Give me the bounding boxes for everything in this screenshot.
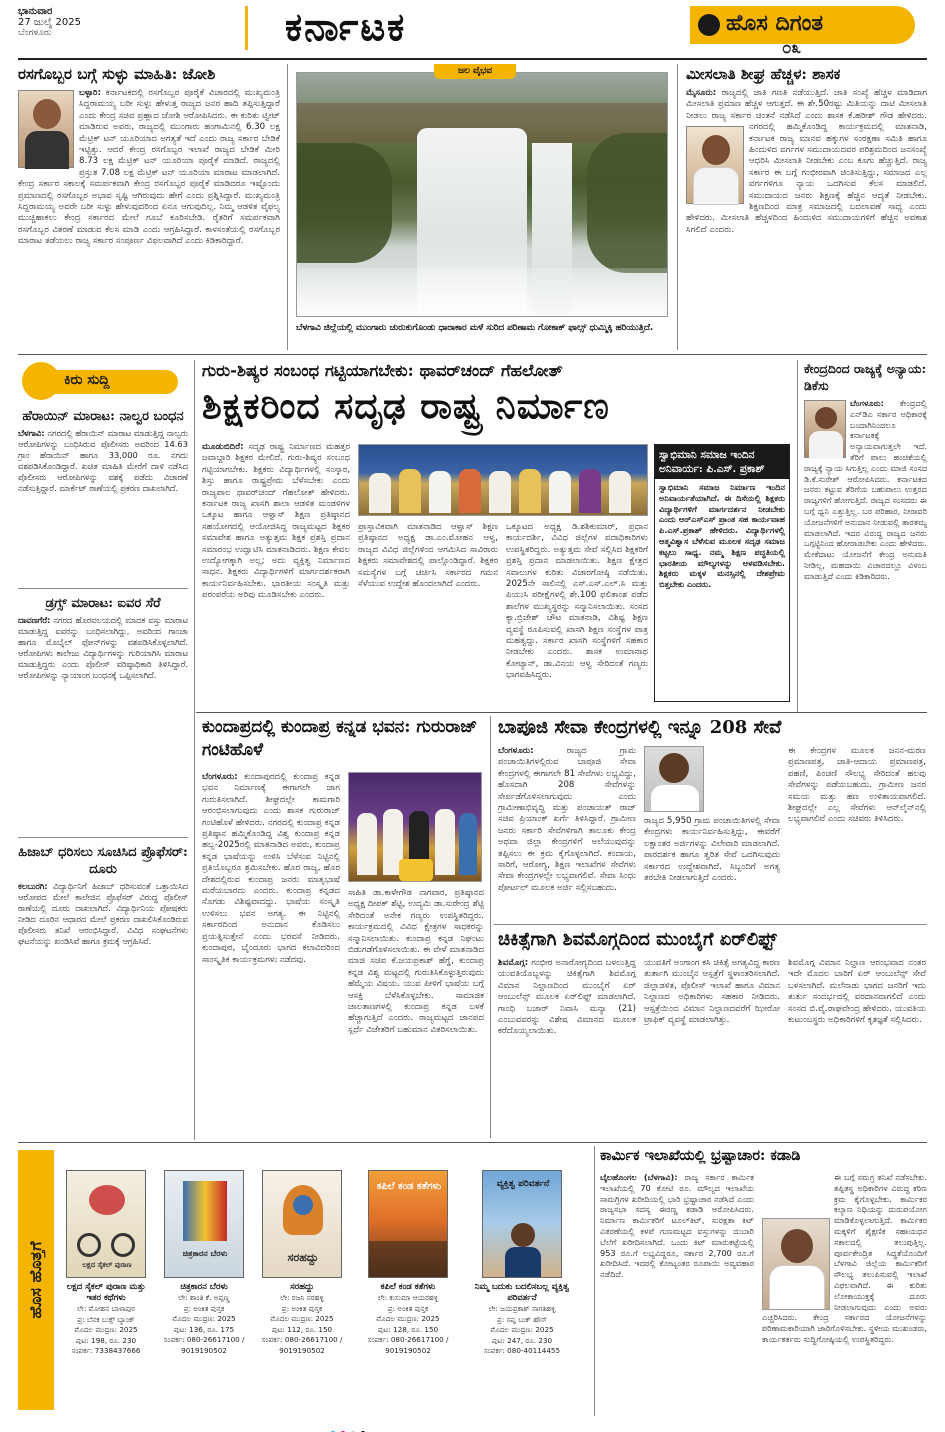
- divider: [494, 924, 927, 925]
- divider: [194, 360, 195, 1140]
- book-publisher: ಪ್ರ: ಬೆನಕ ಬುಕ್ಸ್ ಬ್ಯಾಂಕ್: [77, 1314, 135, 1324]
- story-fertilizer: [18, 64, 280, 348]
- story-central-injustice-p2: ಕರ್ನಾಟಕದ ಜನರು ಕಟ್ಟುವ ತೆರಿಗೆಯ ಬಹುಪಾಲು ಉತ್ತರದ ರಾಜ್ಯಗಳಿಗೆ ಹೋಗುತ್ತಿದೆ. ರಾಜ್ಯದ ಸಂಸದರು ಈ ಬಗ್ಗೆ ಧ್ವನಿ ಎತ್ತುತ್ತಿಲ್ಲ. ಬರ ಪರಿಹಾರ, ನೀರಾವರಿ ಯೋಜನೆಗಳಿಗೆ ಅನುದಾನ ನೀಡುವಲ್ಲಿ ತಾರತಮ್ಯ ಮಾಡಲಾಗಿದೆ. ಇದರ ವಿರುದ್ಧ ರಾಜ್ಯದ ಜನರು ಒಗ್ಗಟ್ಟಿನಿಂದ ಹೋರಾಡಬೇಕು ಎಂದು ಹೇಳಿದರು. ಮೇಕೆದಾಟು ಯೋಜನೆಗೆ ಕೇಂದ್ರ ಅನುಮತಿ ನೀಡಿಲ್ಲ, ಮಹದಾಯಿ ವಿಚಾರದಲ್ಲೂ ವಿಳಂಬ ಮಾಡುತ್ತಿದೆ ಎಂದು ಕಿಡಿಕಾರಿದರು.: [804, 473, 927, 581]
- story-labour-corruption: [600, 1146, 927, 1416]
- brief-1-body: [18, 428, 188, 580]
- book-contact: ಸಂಪರ್ಕ: 080-40114455: [483, 1346, 561, 1355]
- book-cover: [164, 1170, 244, 1278]
- lead-photo-award-ceremony: [358, 444, 648, 516]
- issue-date: 27 ಜುಲೈ 2025: [18, 17, 81, 28]
- story-airlift: [498, 928, 927, 1138]
- photo-caption: ಬೆಳಗಾವಿ ಜಿಲ್ಲೆಯಲ್ಲಿ ಮುಂಗಾರು ಚುರುಕುಗೊಂಡು ಧಾರಾಕಾರ ಮಳೆ ಸುರಿದ ಪರಿಣಾಮ ಗೋಕಾಕ್ ಫಾಲ್ಸ್ ಧುಮ್ಮಿಕ್ಕಿ ಹರಿಯುತ್ತಿದೆ.: [296, 323, 654, 333]
- story-central-injustice-dateline: ಬೆಂಗಳೂರು:: [850, 398, 884, 408]
- lead-p6: 2025ನೇ ಸಾಲಿನಲ್ಲಿ ಎಸ್.ಎಸ್.ಎಲ್.ಸಿ ಮತ್ತು ಪಿಯುಸಿ ಪರೀಕ್ಷೆಗಳಲ್ಲಿ ಶೇ.100 ಫಲಿತಾಂಶ ಪಡೆದ ಶಾಲೆಗಳ ಮುಖ್ಯಸ್ಥರನ್ನು ಸನ್ಮಾನಿಸಲಾಯಿತು. ಸಂಸದ ಕ್ಯಾ.ಬ್ರಿಜೇಶ್ ಚೌಟ ಮಾತನಾಡಿ, ವಿಶಿಷ್ಟ ಶಿಕ್ಷಣ ವ್ಯವಸ್ಥೆ ರೂಪಿಸುವಲ್ಲಿ ಖಾಸಗಿ ಶಿಕ್ಷಣ ಸಂಸ್ಥೆಗಳ ಪಾತ್ರ ಮಹತ್ವದ್ದು. ಸರ್ಕಾರ ಖಾಸಗಿ ಸಂಸ್ಥೆಗಳಿಗೆ ಸಹಕಾರ ನೀಡಬೇಕು ಎಂದರು. ಶಾಸಕ ಉಮಾನಾಥ ಕೋಟ್ಯಾನ್, ಡಾ.ವಿನಯ ಆಳ್ವ ಸೇರಿದಂತೆ ಗಣ್ಯರು ಭಾಗವಹಿಸಿದ್ದರು.: [506, 579, 648, 681]
- brief-3-dateline: ಕಲಬುರಗಿ:: [18, 881, 48, 891]
- book-edition: ಮೊದಲ ಮುದ್ರಣ: 2025: [490, 1325, 554, 1334]
- story-central-injustice-p1: ಕೇಂದ್ರದಲ್ಲಿ ಎನ್‌ಡಿಎ ಸರ್ಕಾರ ಅಧಿಕಾರಕ್ಕೆ ಬಂದಾಗಿನಿಂದಲೂ ಕರ್ನಾಟಕಕ್ಕೆ ಅನ್ಯಾಯವಾಗುತ್ತಲೇ ಇದೆ. ತೆರಿಗೆ ಪಾಲು ಹಂಚಿಕೆಯಲ್ಲಿ ರಾಜ್ಯಕ್ಕೆ ನ್ಯಾಯ ಸಿಗುತ್ತಿಲ್ಲ ಎಂದು ಮಾಜಿ ಸಂಸದ ಡಿ.ಕೆ.ಸುರೇಶ್ ಆರೋಪಿಸಿದರು.: [804, 398, 927, 484]
- book-cover: [66, 1170, 146, 1278]
- lead-p4: ಪ್ರಾಸ್ತಾವಿಕವಾಗಿ ಮಾತನಾಡಿದ ಆಳ್ವಾಸ್ ಶಿಕ್ಷಣ ಪ್ರತಿಷ್ಠಾನದ ಅಧ್ಯಕ್ಷ ಡಾ.ಎಂ.ಮೋಹನ ಆಳ್ವ, ರಾಜ್ಯದ ವಿವಿಧ ಜಿಲ್ಲೆಗಳಿಂದ ಆಗಮಿಸಿದ ಸಾವಿರಾರು ಶಿಕ್ಷಕರು ಸಮಾವೇಶದಲ್ಲಿ ಪಾಲ್ಗೊಂಡಿದ್ದಾರೆ. ಶಿಕ್ಷಕರ ಸಮಸ್ಯೆಗಳ ಬಗ್ಗೆ ಚರ್ಚಿಸಿ ಸರ್ಕಾರದ ಗಮನ ಸೆಳೆಯುವ ಉದ್ದೇಶ ಹೊಂದಲಾಗಿದೆ ಎಂದರು.: [358, 522, 498, 590]
- story-kundapra-p2: ನಗರದಲ್ಲಿ ಕುಂದಾಪ್ರ ಕನ್ನಡ ಪ್ರತಿಷ್ಠಾನ ಹಮ್ಮಿಕೊಂಡಿದ್ದ ವಿಶ್ವ ಕುಂದಾಪ್ರ ಕನ್ನಡ ಹಬ್ಬ-2025ರಲ್ಲಿ ಮಾತನಾಡಿದ ಅವರು, ಕುಂದಾಪ್ರ ಕನ್ನಡ ಭಾಷೆಯನ್ನು ಉಳಿಸಿ ಬೆಳೆಸುವ ನಿಟ್ಟಿನಲ್ಲಿ ಪ್ರತಿಯೊಬ್ಬರೂ ಶ್ರಮಿಸಬೇಕು. ಹೊರ ರಾಜ್ಯ, ಹೊರ ದೇಶದಲ್ಲಿರುವ ಕುಂದಾಪ್ರ ಜನರು ಮಾತೃಭಾಷೆ ಮರೆಯಬಾರದು ಎಂದರು.: [202, 817, 340, 897]
- book-card: [256, 1170, 348, 1356]
- author-photo-joshi: [18, 90, 74, 168]
- story-kundapra-p5: ಈ ವೇಳೆ ಮಾತನಾಡಿದ ಮಾಜಿ ಸಚಿವ ಕೆ.ಜಯಪ್ರಕಾಶ್ ಹೆಗ್ಡೆ, ಕುಂದಾಪ್ರ ಕನ್ನಡ ವಿಶ್ವ ಮಟ್ಟದಲ್ಲಿ ಗುರುತಿಸಿಕೊಳ್ಳುತ್ತಿರುವುದು ಹೆಮ್ಮೆಯ ವಿಷಯ. ಯುವ ಪೀಳಿಗೆ ಭಾಷೆಯ ಬಗ್ಗೆ ಆಸಕ್ತಿ ಬೆಳೆಸಿಕೊಳ್ಳಬೇಕು. ಸಾಮಾಜಿಕ ಜಾಲತಾಣಗಳಲ್ಲಿ ಕುಂದಾಪ್ರ ಕನ್ನಡ ಬಳಕೆ ಹೆಚ್ಚಾಗುತ್ತಿದೆ ಎಂದರು. ರಾಜ್ಯಮಟ್ಟದ ಜಾನಪದ ಸ್ಪರ್ಧೆ ವಿಜೇತರಿಗೆ ಬಹುಮಾನ ವಿತರಿಸಲಾಯಿತು.: [348, 945, 484, 1035]
- bapuji-col-3: [788, 746, 926, 922]
- story-kundapra: [202, 716, 484, 1136]
- book-publisher: ಪ್ರ: ಅಂಕಿತ ಪುಸ್ತಕ: [183, 1303, 225, 1313]
- sidebar-box-body: ಸ್ವಾಭಿಮಾನಿ ಸಮಾಜ ನಿರ್ಮಾಣ ಇಂದಿನ ಅನಿವಾರ್ಯತೆಯಾಗಿದೆ. ಈ ದಿಸೆಯಲ್ಲಿ ಶಿಕ್ಷಕರು ವಿದ್ಯಾರ್ಥಿಗಳಿಗೆ ಮಾರ್ಗದರ್ಶನ ನೀಡಬೇಕು ಎಂದು ಆರ್‌ಎಸ್‌ಎಸ್ ಪ್ರಾಂತ ಸಹ ಕಾರ್ಯವಾಹ ಪಿ.ಎಸ್.ಪ್ರಕಾಶ್ ಹೇಳಿದರು. ವಿದ್ಯಾರ್ಥಿಗಳಲ್ಲಿ ಆತ್ಮವಿಶ್ವಾಸ ಬೆಳೆಸುವ ಮೂಲಕ ಸದೃಢ ಸಮಾಜ ಕಟ್ಟಲು ಸಾಧ್ಯ. ನಮ್ಮ ಶಿಕ್ಷಣ ಪದ್ಧತಿಯಲ್ಲಿ ಭಾರತೀಯ ಮೌಲ್ಯಗಳನ್ನು ಅಳವಡಿಸಬೇಕು. ಶಿಕ್ಷಕರು ಮಕ್ಕಳ ಮನಸ್ಸಿನಲ್ಲಿ ದೇಶಪ್ರೇಮ ಬಿತ್ತಬೇಕು ಎಂದರು.: [659, 482, 785, 590]
- kundapra-col-1: [202, 772, 340, 1134]
- lead-p5: ಒಕ್ಕೂಟದ ಅಧ್ಯಕ್ಷ ಡಿ.ಶಶಿಕುಮಾರ್, ಪ್ರಧಾನ ಕಾರ್ಯದರ್ಶಿ, ವಿವಿಧ ಜಿಲ್ಲೆಗಳ ಪದಾಧಿಕಾರಿಗಳು ಉಪಸ್ಥಿತರಿದ್ದರು. ಅತ್ಯುತ್ತಮ ಸೇವೆ ಸಲ್ಲಿಸಿದ ಶಿಕ್ಷಕರಿಗೆ ಪ್ರಶಸ್ತಿ ಪ್ರದಾನ ಮಾಡಲಾಯಿತು. ಶಿಕ್ಷಣ ಕ್ಷೇತ್ರದ ಸವಾಲುಗಳ ಕುರಿತು ವಿಚಾರಗೋಷ್ಠಿ ನಡೆಯಿತು.: [506, 522, 648, 578]
- brief-1-dateline: ಬೆಳಗಾವಿ:: [18, 428, 45, 438]
- story-labour-corruption-p4: ಪೂರ್ವಕೇಂದ್ರಿತ ಸಿದ್ಧತೆಯೊಂದಿಗೆ ಬೆಳಗಾವಿ ಜಿಲ್ಲೆಯ ಕಾರ್ಮಿಕರಿಗೆ ಸೌಲಭ್ಯ ತಲುಪಿಸುವಲ್ಲಿ ಇಲಾಖೆ ವಿಫಲವಾಗಿದೆ. ಈ ಕುರಿತು ಲೋಕಾಯುಕ್ತಕ್ಕೆ ದೂರು ನೀಡಲಾಗುವುದು ಎಂದು ಅವರು ಎಚ್ಚರಿಸಿದರು. ಕೇಂದ್ರ ಸರ್ಕಾರದ ಯೋಜನೆಗಳನ್ನು ಪರಿಣಾಮಕಾರಿಯಾಗಿ ಜಾರಿಗೊಳಿಸಬೇಕು. ಸ್ಥಳೀಯ ಮುಖಂಡರು, ಕಾರ್ಯಕರ್ತರು ಸುದ್ದಿಗೋಷ್ಠಿಯಲ್ಲಿ ಉಪಸ್ಥಿತರಿದ್ದರು.: [762, 1247, 927, 1344]
- book-publisher: ಪ್ರ: ಅಂಕಿತ ಪುಸ್ತಕ: [387, 1303, 429, 1313]
- story-fertilizer-p3: ರಾಜ್ಯದಲ್ಲಿ ಪ್ರಸ್ತುತ 7.08 ಲಕ್ಷ ಮೆಟ್ರಿಕ್ ಟನ್ ಯೂರಿಯಾ ಮಾರಾಟ ಮಾಡಲಾಗಿದೆ. ಕೇಂದ್ರ ಸರ್ಕಾರ ಸಕಾಲಕ್ಕೆ ಸಮರ್ಪಕವಾಗಿ ಕೇಂದ್ರ ರಸಗೊಬ್ಬರ ಪೂರೈಕೆ ಮಾಡಿದರೂ ಇಷ್ಟೊಂದು ಪ್ರಮಾಣದಲ್ಲಿ ರಸಗೊಬ್ಬರ ಅಭಾವ ಸೃಷ್ಟಿ ಆಗಿರುವುದು ಹೇಗೆ ಎಂದು ಪ್ರಶ್ನಿಸಿದ್ದಾರೆ.: [18, 156, 280, 201]
- book-card: [60, 1170, 152, 1357]
- story-fertilizer-p2: ಈ ಕುರಿತು ಟ್ವೀಟ್ ಮಾಡಿರುವ ಅವರು, ರಾಜ್ಯದಲ್ಲಿ ಮುಂಗಾರು ಹಂಗಾಮಿನಲ್ಲಿ 6.30 ಲಕ್ಷ ಮೆಟ್ರಿಕ್ ಟನ್ ಯೂರಿಯಾದ ಅಗತ್ಯತೆ ಇದೆ ಎಂದು ರಾಜ್ಯ ಸರ್ಕಾರ ಬೇಡಿಕೆ ಇಟ್ಟಿತ್ತು. ಆದರೆ ಕೇಂದ್ರ ರಸಗೊಬ್ಬರ ಇಲಾಖೆ ರಾಜ್ಯದ ಬೇಡಿಕೆ ಮೀರಿ 8.73 ಲಕ್ಷ ಮೆಟ್ರಿಕ್ ಟನ್ ಯೂರಿಯಾ ಪೂರೈಕೆ ಮಾಡಿದೆ.: [79, 110, 280, 167]
- book-title: ಸರಹದ್ದು: [290, 1282, 314, 1292]
- lead-story: [202, 360, 792, 710]
- brief-news-column: [18, 360, 188, 1138]
- section-title: ಕರ್ನಾಟಕ: [285, 4, 407, 49]
- book-publisher: ಪ್ರ: ಅಂಕಿತ ಪುಸ್ತಕ: [281, 1303, 323, 1313]
- brief-3-headline: ಹಿಜಾಬ್ ಧರಿಸಲು ಸೂಚಿಸಿದ ಪ್ರೊಫೆಸರ್: ದೂರು: [18, 837, 188, 878]
- airlift-col-1: [498, 958, 636, 1136]
- flame-logo-icon: [698, 14, 720, 36]
- issue-city: ಬೆಂಗಳೂರು: [18, 28, 52, 38]
- lead-col-1: [202, 442, 350, 704]
- story-bapuji: [498, 716, 927, 924]
- brief-2-dateline: ದಾವಣಗೆರೆ:: [18, 615, 51, 625]
- brief-2-text: ನಗರದ ಹೊರವಲಯದಲ್ಲಿ ಮಾದಕ ವಸ್ತು ಮಾರಾಟ ಮಾಡುತ್ತಿದ್ದ ಐವರನ್ನು ಬಂಧಿಸಲಾಗಿದ್ದು, ಅವರಿಂದ ಗಾಂಜಾ ಹಾಗೂ ಮೊಬೈಲ್ ಫೋನ್‌ಗಳನ್ನು ವಶಪಡಿಸಿಕೊಳ್ಳಲಾಗಿದೆ. ಆರೋಪಿಗಳು ಕಾಲೇಜು ವಿದ್ಯಾರ್ಥಿಗಳನ್ನು ಗುರಿಯಾಗಿಸಿ ಮಾರಾಟ ಮಾಡುತ್ತಿದ್ದರು ಎಂದು ಪೊಲೀಸ್ ವರಿಷ್ಠಾಧಿಕಾರಿ ತಿಳಿಸಿದ್ದಾರೆ. ಆರೋಪಿಗಳನ್ನು ನ್ಯಾಯಾಂಗ ಬಂಧನಕ್ಕೆ ಒಪ್ಪಿಸಲಾಗಿದೆ.: [18, 615, 188, 680]
- story-reservation-body: [686, 88, 927, 346]
- story-airlift-p1: ಗಂಭೀರ ಅನಾರೋಗ್ಯದಿಂದ ಬಳಲುತ್ತಿದ್ದ ಯುವತಿಯೊಬ್ಬಳನ್ನು ಚಿಕಿತ್ಸೆಗಾಗಿ ಶಿವಮೊಗ್ಗ ವಿಮಾನ ನಿಲ್ದಾಣದಿಂದ ಮುಂಬೈಗೆ ಏರ್ ಆಂಬುಲೆನ್ಸ್ ಮೂಲಕ ಏರ್‌ಲಿಫ್ಟ್ ಮಾಡಲಾಗಿದೆ. ಗಾಂಧಿ ಬಜಾರ್ ನಿವಾಸಿ ಮನ್ಯಾ (21) ಎಂಬುವವರನ್ನು ವಿಶೇಷ ವಿಮಾನದ ಮೂಲಕ ಕರೆದೊಯ್ಯಲಾಯಿತು.: [498, 958, 636, 1037]
- book-price: ಪುಟ: 128, ರೂ. 150: [377, 1324, 439, 1334]
- masthead: [0, 0, 945, 58]
- book-publisher: ಪ್ರ: ಸಪ್ನ ಬುಕ್ ಹೌಸ್: [496, 1314, 548, 1324]
- story-fertilizer-p4: ಮುಖ್ಯಮಂತ್ರಿ ಸಿದ್ದರಾಮಯ್ಯ ಅವರೇ ಬರೀ ಸುಳ್ಳು ಹೇಳುವುದರಿಂದ ಏನೂ ಆಗುವುದಿಲ್ಲ. ನಿಮ್ಮ ಆಡಳಿತ ವೈಫಲ್ಯ ಮುಚ್ಚಿಹಾಕಲು ಕೇಂದ್ರ ಸರ್ಕಾರದ ಮೇಲೆ ಗೂಬೆ ಕೂರಿಸಬೇಡಿ. ರೈತರಿಗೆ ಸಮರ್ಪಕವಾಗಿ ರಸಗೊಬ್ಬರ ವಿತರಣೆ ಮಾಡುವ ಕೆಲಸ ಮಾಡಿ ಎಂದು ಆಗ್ರಹಿಸಿದ್ದಾರೆ. ಕಾಳಸಂತೆಯಲ್ಲಿ ರಸಗೊಬ್ಬರ ಮಾರಾಟ ತಡೆಯಲು ರಾಜ್ಯ ಸರ್ಕಾರ ಸಂಪೂರ್ಣ ವಿಫಲವಾಗಿದೆ ಎಂದು ಕಿಡಿಕಾರಿದ್ದಾರೆ.: [18, 190, 280, 247]
- book-title: ಕಪಿಲೆ ಕಂಡ ಕತೆಗಳು: [380, 1282, 436, 1292]
- book-author: ಲೇ: ಮೋಹನ ಬಾಳಾಪುರ: [76, 1304, 136, 1313]
- brief-2-body: [18, 615, 188, 829]
- story-central-injustice-headline: ಕೇಂದ್ರದಿಂದ ರಾಜ್ಯಕ್ಕೆ ಅನ್ಯಾಯ: ಡಿಕೆಸು: [804, 361, 927, 393]
- lead-p3: ಶಿಕ್ಷಣ ಕೇವಲ ಉದ್ಯೋಗಕ್ಕಾಗಿ ಅಲ್ಲ; ಅದು ವ್ಯಕ್ತಿತ್ವ ನಿರ್ಮಾಣದ ಸಾಧನ. ಶಿಕ್ಷಕರು ವಿದ್ಯಾರ್ಥಿಗಳಿಗೆ ಮಾರ್ಗದರ್ಶಕರಾಗಿ ಕಾರ್ಯನಿರ್ವಹಿಸಬೇಕು. ಭಾರತೀಯ ಸಂಸ್ಕೃತಿ ಮತ್ತು ಪರಂಪರೆಯ ಅರಿವು ಮೂಡಿಸಬೇಕು ಎಂದರು.: [202, 544, 350, 601]
- kundapra-event-photo: [348, 772, 482, 882]
- brief-1-text: ನಗರದಲ್ಲಿ ಹೆರಾಯಿನ್ ಮಾರಾಟ ಮಾಡುತ್ತಿದ್ದ ನಾಲ್ವರು ಆರೋಪಿಗಳನ್ನು ಬಂಧಿಸಿರುವ ಪೊಲೀಸರು ಅವರಿಂದ 14.63 ಗ್ರಾಂ ಹೆರಾಯಿನ್ ಹಾಗೂ 33,000 ರೂ. ನಗದು ವಶಪಡಿಸಿಕೊಂಡಿದ್ದಾರೆ. ಖಚಿತ ಮಾಹಿತಿ ಮೇರೆಗೆ ದಾಳಿ ನಡೆಸಿದ ಪೊಲೀಸರು ಆರೋಪಿಗಳನ್ನು ವಶಕ್ಕೆ ಪಡೆದು ವಿಚಾರಣೆ ನಡೆಸುತ್ತಿದ್ದಾರೆ. ಮಾರ್ಕೆಟ್ ಠಾಣೆಯಲ್ಲಿ ಪ್ರಕರಣ ದಾಖಲಾಗಿದೆ.: [18, 428, 188, 493]
- story-kundapra-headline: ಕುಂದಾಪ್ರದಲ್ಲಿ ಕುಂದಾಪ್ರ ಕನ್ನಡ ಭವನ: ಗುರುರಾಜ್ ಗಂಟಿಹೊಳೆ: [202, 717, 478, 760]
- story-bapuji-headline: ಬಾಪೂಜಿ ಸೇವಾ ಕೇಂದ್ರಗಳಲ್ಲಿ ಇನ್ನೂ 208 ಸೇವೆ: [498, 717, 782, 738]
- page-number: ೦೩: [782, 38, 802, 58]
- story-labour-corruption-headline: ಕಾರ್ಮಿಕ ಇಲಾಖೆಯಲ್ಲಿ ಭ್ರಷ್ಟಾಚಾರ: ಕಡಾಡಿ: [600, 1147, 801, 1164]
- issue-day: ಭಾನುವಾರ: [18, 6, 53, 17]
- book-author: ಲೇ: ಜಯಪ್ರಕಾಶ್ ನಾಗತಿಹಳ್ಳಿ: [488, 1304, 556, 1313]
- lead-headline: ಶಿಕ್ಷಕರಿಂದ ಸದೃಢ ರಾಷ್ಟ್ರ ನಿರ್ಮಾಣ: [202, 385, 610, 427]
- divider: [196, 712, 927, 713]
- bapuji-col-2: [644, 816, 780, 922]
- divider: [797, 360, 798, 712]
- book-cover-title: ಚಿತ್ರಕಾರನ ಬೆರಳು: [182, 1249, 228, 1258]
- book-price: ಪುಟ: 247, ರೂ. 230: [491, 1335, 553, 1345]
- story-fertilizer-dateline: ಬಳ್ಳಾರಿ:: [79, 88, 102, 98]
- story-bapuji-dateline: ಬೆಂಗಳೂರು:: [498, 746, 534, 756]
- book-contact: ಸಂಪರ್ಕ: 080-26617100 / 9019190502: [261, 1335, 343, 1355]
- story-kundapra-p1: ಕುಂದಾಪುರದಲ್ಲಿ ಕುಂದಾಪ್ರ ಕನ್ನಡ ಭವನ ನಿರ್ಮಾಣಕ್ಕೆ ಈಗಾಗಲೇ ಜಾಗ ಗುರುತಿಸಲಾಗಿದೆ. ಶೀಘ್ರದಲ್ಲೇ ಕಾಮಗಾರಿ ಆರಂಭಿಸಲಾಗುವುದು ಎಂದು ಶಾಸಕ ಗುರುರಾಜ್ ಗಂಟಿಹೊಳೆ ಹೇಳಿದರು.: [202, 772, 340, 828]
- book-edition: ಮೊದಲ ಮುದ್ರಣ: 2025: [270, 1314, 334, 1323]
- masthead-left-block: [18, 6, 248, 50]
- story-airlift-p3: ಶಿವಮೊಗ್ಗ ವಿಮಾನ ನಿಲ್ದಾಣ ಆರಂಭವಾದ ನಂತರ ಇದೇ ಮೊದಲ ಬಾರಿಗೆ ಏರ್ ಆಂಬುಲೆನ್ಸ್ ಸೇವೆ ಬಳಸಲಾಗಿದೆ. ಮಲೆನಾಡು ಭಾಗದ ಜನರಿಗೆ ಇದು ತುರ್ತು ಸಂದರ್ಭದಲ್ಲಿ ವರದಾನವಾಗಲಿದೆ ಎಂದು ಸಂಸದ ಬಿ.ವೈ.ರಾಘವೇಂದ್ರ ಹೇಳಿದರು. ಯುವತಿಯ ಕುಟುಂಬಸ್ಥರು ಅಧಿಕಾರಿಗಳಿಗೆ ಕೃತಜ್ಞತೆ ಸಲ್ಲಿಸಿದರು.: [788, 958, 926, 1026]
- lead-col-3: [506, 522, 648, 704]
- story-reservation-p2: ನಗರದಲ್ಲಿ ಹಮ್ಮಿಕೊಂಡಿದ್ದ ಕಾರ್ಯಕ್ರಮದಲ್ಲಿ ಮಾತನಾಡಿ, ಕರ್ನಾಟಕ ರಾಜ್ಯ ಮಾನವ ಹಕ್ಕುಗಳ ಸಂರಕ್ಷಣಾ ಸಮಿತಿ ಹಾಗೂ ಹಿಂದುಳಿದ ವರ್ಗಗಳ ಸಮುದಾಯದವರ ಪರಿಶ್ರಮದಿಂದ ಜನಸಂಖ್ಯೆ ಆಧರಿಸಿ ಮೀಸಲಾತಿ ನೀಡಬೇಕು ಎಂಬ ಕೂಗು ಹೆಚ್ಚುತ್ತಿದೆ.: [749, 122, 927, 167]
- bapuji-col-1: [498, 746, 636, 922]
- story-fertilizer-body: [18, 88, 280, 346]
- photo-feature: [296, 64, 670, 350]
- lead-dateline: ಮೂಡುಬಿದಿರೆ:: [202, 442, 244, 452]
- story-kundapra-p3: ಕುಂದಾಪ್ರ ಕನ್ನಡದ ಸೊಗಡು ವಿಶಿಷ್ಟವಾದದ್ದು. ಭಾಷೆಯ ಸಂಸ್ಕೃತಿ ಉಳಿಸಲು ಭವನ ಅಗತ್ಯ. ಈ ನಿಟ್ಟಿನಲ್ಲಿ ಸರ್ಕಾರದಿಂದ ಅನುದಾನ ಕೊಡಿಸಲು ಪ್ರಯತ್ನಿಸುತ್ತೇನೆ ಎಂದು ಭರವಸೆ ನೀಡಿದರು. ಕುಂದಾಪುರ, ಬೈಂದೂರು ಭಾಗದ ಕಲಾವಿದರಿಂದ ಸಾಂಸ್ಕೃತಿಕ ಕಾರ್ಯಕ್ರಮಗಳು ನಡೆದವು.: [202, 886, 340, 965]
- brief-news-title: ಕಿರು ಸುದ್ದಿ: [64, 372, 110, 388]
- book-edition: ಮೊದಲ ಮುದ್ರಣ: 2025: [376, 1314, 440, 1323]
- brief-3-body: [18, 881, 188, 1097]
- story-bapuji-p3: ರಾಜ್ಯದ 5,950 ಗ್ರಾಮ ಪಂಚಾಯಿತಿಗಳಲ್ಲಿ ಸೇವಾ ಕೇಂದ್ರಗಳು ಕಾರ್ಯನಿರ್ವಹಿಸುತ್ತಿದ್ದು, ಈವರೆಗೆ ಲಕ್ಷಾಂತರ ಅರ್ಜಿಗಳನ್ನು ವಿಲೇವಾರಿ ಮಾಡಲಾಗಿದೆ. ಪಾರದರ್ಶಕ ಹಾಗೂ ತ್ವರಿತ ಸೇವೆ ಒದಗಿಸುವುದು ಸರ್ಕಾರದ ಉದ್ದೇಶವಾಗಿದೆ. ಸಿಬ್ಬಂದಿಗೆ ಅಗತ್ಯ ತರಬೇತಿ ನೀಡಲಾಗುತ್ತಿದೆ ಎಂದರು.: [644, 816, 780, 884]
- paper-brand: [690, 6, 915, 44]
- waterfall-image: [296, 72, 668, 317]
- story-labour-corruption-p1: ರಾಜ್ಯ ಸರ್ಕಾರ ಕಾರ್ಮಿಕ ಇಲಾಖೆಯಲ್ಲಿ 70 ಕೋಟಿ ರೂ. ಮೌಲ್ಯದ ಇಲಾಖೆಯ ಸಾಮಗ್ರಿಗಳ ಖರೀದಿಯಲ್ಲಿ ಭಾರಿ ಭ್ರಷ್ಟಾಚಾರ ನಡೆಸಿದೆ ಎಂದು ರಾಜ್ಯಸಭಾ ಸದಸ್ಯ ಈರಣ್ಣ ಕಡಾಡಿ ಆರೋಪಿಸಿದರು.: [600, 1172, 754, 1215]
- divider: [490, 716, 491, 1138]
- book-cover-title: ಕಪಿಲೆ ಕಂಡ ಕತೆಗಳು: [376, 1181, 442, 1192]
- airlift-col-3: [788, 958, 926, 1136]
- book-price: ಪುಟ: 136, ರೂ. 175: [173, 1324, 235, 1334]
- story-bapuji-p4: ಈ ಕೇಂದ್ರಗಳ ಮೂಲಕ ಜನನ-ಮರಣ ಪ್ರಮಾಣಪತ್ರ, ಜಾತಿ-ಆದಾಯ ಪ್ರಮಾಣಪತ್ರ, ಪಹಣಿ, ಪಿಂಚಣಿ ಸೌಲಭ್ಯ ಸೇರಿದಂತೆ ಹಲವು ಸೇವೆಗಳನ್ನು ಪಡೆಯಬಹುದು. ಗ್ರಾಮೀಣ ಜನರ ಸಮಯ ಮತ್ತು ಹಣ ಉಳಿತಾಯವಾಗಲಿದೆ. ಶೀಘ್ರದಲ್ಲೇ ಎಲ್ಲ ಸೇವೆಗಳು ಆನ್‌ಲೈನ್‌ನಲ್ಲಿ ಲಭ್ಯವಾಗಲಿವೆ ಎಂದು ಸಚಿವರು ತಿಳಿಸಿದರು.: [788, 746, 926, 825]
- story-fertilizer-p1: ಕರ್ನಾಟಕದಲ್ಲಿ ರಸಗೊಬ್ಬರ ಪೂರೈಕೆ ವಿಚಾರದಲ್ಲಿ ಮುಖ್ಯಮಂತ್ರಿ ಸಿದ್ದರಾಮಯ್ಯ ಬರೀ ಸುಳ್ಳು ಹೇಳುತ್ತ ರಾಜ್ಯದ ಜನರ ಹಾದಿ ತಪ್ಪಿಸುತ್ತಿದ್ದಾರೆ ಎಂದು ಕೇಂದ್ರ ಸಚಿವ ಪ್ರಹ್ಲಾದ ಜೋಶಿ ಆರೋಪಿಸಿದರು.: [79, 88, 280, 121]
- book-price: ಪುಟ: 198, ರೂ. 230: [75, 1335, 137, 1345]
- new-books-label-text: ಹೊಸ ಹೊತ್ತಗೆ: [26, 1241, 45, 1319]
- divider: [18, 1142, 927, 1143]
- book-cover-title: ವ್ಯಕ್ತಿತ್ವ ಪರಿವರ್ತನೆ: [496, 1179, 550, 1189]
- story-labour-corruption-dateline: ಬೈಲಹೊಂಗಲ (ಬೆಳಗಾವಿ):: [600, 1172, 678, 1182]
- book-card: [362, 1170, 454, 1356]
- new-books-label: [18, 1150, 54, 1410]
- story-labour-corruption-p3: ಈ ಬಗ್ಗೆ ಸಮಗ್ರ ತನಿಖೆ ನಡೆಸಬೇಕು. ತಪ್ಪಿತಸ್ಥ ಅಧಿಕಾರಿಗಳ ವಿರುದ್ಧ ಕಠಿಣ ಕ್ರಮ ಕೈಗೊಳ್ಳಬೇಕು. ಕಾರ್ಮಿಕರ ಕಲ್ಯಾಣ ನಿಧಿಯನ್ನು ದುರುಪಯೋಗ ಮಾಡಿಕೊಳ್ಳಲಾಗುತ್ತಿದೆ. ಕಾರ್ಮಿಕರ ಮಕ್ಕಳಿಗೆ ಶೈಕ್ಷಣಿಕ ಸಹಾಯಧನ ಸಕಾಲದಲ್ಲಿ ತಲುಪುತ್ತಿಲ್ಲ.: [834, 1172, 927, 1247]
- book-contact: ಸಂಪರ್ಕ: 7338437666: [71, 1346, 141, 1355]
- story-reservation-headline: ಮೀಸಲಾತಿ ಶೀಘ್ರ ಹೆಚ್ಚಳ: ಶಾಸಕ: [686, 65, 841, 83]
- story-reservation: [686, 64, 927, 348]
- book-card: [466, 1170, 578, 1357]
- book-cover: [482, 1170, 562, 1278]
- book-edition: ಮೊದಲ ಮುದ್ರಣ: 2025: [74, 1325, 138, 1334]
- story-reservation-p1: ರಾಜ್ಯದಲ್ಲಿ ಜಾತಿ ಗಣತಿ ನಡೆಯುತ್ತಿದೆ. ಜಾತಿ ಸಂಖ್ಯೆ ಹೆಚ್ಚಳ ಮಾಡಿದಾಗ ಮೀಸಲಾತಿ ಪ್ರಮಾಣ ಹೆಚ್ಚಳ ಆಗುತ್ತದೆ. ಈ ಶೇ.50ರಷ್ಟು ಮಿತಿಯನ್ನು ದಾಟಿ ಮೀಸಲಾತಿ ನೀಡಲು ರಾಜ್ಯ ಸರ್ಕಾರ ಚಿಂತನೆ ನಡೆಸಿದೆ ಎಂದು ಶಾಸಕ ಕೆ.ಹರೀಶ್ ಗೌಡ ಹೇಳಿದರು.: [686, 88, 927, 121]
- story-airlift-headline: ಚಿಕಿತ್ಸೆಗಾಗಿ ಶಿವಮೊಗ್ಗದಿಂದ ಮುಂಬೈಗೆ ಏರ್‌ಲಿಫ್ಟ್: [498, 929, 777, 950]
- book-contact: ಸಂಪರ್ಕ: 080-26617100 / 9019190502: [367, 1335, 449, 1355]
- story-kundapra-p4: ಸಾಹಿತಿ ಡಾ.ಕಾಳೇಗೌಡ ನಾಗವಾರ, ಪ್ರತಿಷ್ಠಾನದ ಅಧ್ಯಕ್ಷ ದೀಪಕ್ ಶೆಟ್ಟಿ, ಉದ್ಯಮಿ ಡಾ.ಸುರೇಂದ್ರ ಶೆಟ್ಟಿ ಸೇರಿದಂತೆ ಅನೇಕ ಗಣ್ಯರು ಉಪಸ್ಥಿತರಿದ್ದರು. ಕಾರ್ಯಕ್ರಮದಲ್ಲಿ ವಿವಿಧ ಕ್ಷೇತ್ರಗಳ ಸಾಧಕರನ್ನು ಸನ್ಮಾನಿಸಲಾಯಿತು. ಕುಂದಾಪ್ರ ಕನ್ನಡ ನಿಘಂಟು ಬಿಡುಗಡೆಗೊಳಿಸಲಾಯಿತು.: [348, 888, 484, 956]
- story-airlift-p2: ಯುವತಿಗೆ ಅಂಗಾಂಗ ಕಸಿ ಚಿಕಿತ್ಸೆ ಅಗತ್ಯವಿದ್ದ ಕಾರಣ ತುರ್ತಾಗಿ ಮುಂಬೈನ ಆಸ್ಪತ್ರೆಗೆ ಸ್ಥಳಾಂತರಿಸಲಾಗಿದೆ. ಜಿಲ್ಲಾಡಳಿತ, ಪೊಲೀಸ್ ಇಲಾಖೆ ಹಾಗೂ ವಿಮಾನ ನಿಲ್ದಾಣದ ಅಧಿಕಾರಿಗಳು ಸಹಕಾರ ನೀಡಿದರು. ಆಸ್ಪತ್ರೆಯಿಂದ ವಿಮಾನ ನಿಲ್ದಾಣದವರೆಗೆ ಝೀರೋ ಟ್ರಾಫಿಕ್ ವ್ಯವಸ್ಥೆ ಮಾಡಲಾಗಿತ್ತು.: [644, 958, 780, 1026]
- corruption-col-1: [600, 1172, 754, 1414]
- story-fertilizer-headline: ರಸಗೊಬ್ಬರ ಬಗ್ಗೆ ಸುಳ್ಳು ಮಾಹಿತಿ: ಜೋಶಿ: [18, 65, 216, 83]
- author-photo-mla: [686, 126, 744, 204]
- story-kundapra-dateline: ಬೆಂಗಳೂರು:: [202, 772, 238, 782]
- story-central-injustice: [804, 360, 927, 710]
- story-bapuji-p1: ರಾಜ್ಯದ ಗ್ರಾಮ ಪಂಚಾಯಿತಿಗಳಲ್ಲಿರುವ ಬಾಪೂಜಿ ಸೇವಾ ಕೇಂದ್ರಗಳಲ್ಲಿ ಈಗಾಗಲೇ 81 ಸೇವೆಗಳು ಲಭ್ಯವಿದ್ದು, ಹೊಸದಾಗಿ 208 ಸೇವೆಗಳನ್ನು ಸೇರ್ಪಡೆಗೊಳಿಸಲಾಗುವುದು ಎಂದು ಗ್ರಾಮೀಣಾಭಿವೃದ್ಧಿ ಮತ್ತು ಪಂಚಾಯತ್ ರಾಜ್ ಸಚಿವ ಪ್ರಿಯಾಂಕ್ ಖರ್ಗೆ ತಿಳಿಸಿದ್ದಾರೆ.: [498, 746, 636, 825]
- story-reservation-p3: ರಾಜ್ಯ ಸರ್ಕಾರ ಈ ಬಗ್ಗೆ ಗಂಭೀರವಾಗಿ ಚಿಂತಿಸುತ್ತಿದ್ದು, ಸಮಾಜದ ಎಲ್ಲ ವರ್ಗಗಳಿಗೂ ನ್ಯಾಯ ಒದಗಿಸುವ ಕೆಲಸ ಮಾಡಲಿದೆ. ಸಮುದಾಯದ ಜನರು ಶಿಕ್ಷಣಕ್ಕೆ ಹೆಚ್ಚಿನ ಆದ್ಯತೆ ನೀಡಬೇಕು. ಶಿಕ್ಷಣದಿಂದ ಮಾತ್ರ ಸಮಾಜದಲ್ಲಿ ಬದಲಾವಣೆ ಸಾಧ್ಯ ಎಂದು ಹೇಳಿದರು. ಮೀಸಲಾತಿ ಹೆಚ್ಚಳದಿಂದ ಹಿಂದುಳಿದ ಸಮುದಾಯಗಳಿಗೆ ಹೆಚ್ಚಿನ ಅವಕಾಶ ಸಿಗಲಿದೆ ಎಂದರು.: [686, 156, 927, 235]
- story-labour-corruption-p2: ನಿರ್ಮಾಣ ಕಾರ್ಮಿಕರಿಗೆ ಟೂಲ್‌ಕಿಟ್, ಸುರಕ್ಷತಾ ಕಿಟ್ ವಿತರಣೆಯಲ್ಲಿ ಕಳಪೆ ಗುಣಮಟ್ಟದ ವಸ್ತುಗಳನ್ನು ದುಬಾರಿ ಬೆಲೆಗೆ ಖರೀದಿಸಲಾಗಿದೆ. ಒಂದು ಕಿಟ್ ಮಾರುಕಟ್ಟೆಯಲ್ಲಿ 953 ರೂ.ಗೆ ಲಭ್ಯವಿದ್ದರೂ, ಸರ್ಕಾರ 2,700 ರೂ.ಗೆ ಖರೀದಿಸಿದೆ. ಇದರಲ್ಲಿ ಕೋಟ್ಯಂತರ ರೂಪಾಯಿ ಅವ್ಯವಹಾರ ನಡೆದಿದೆ.: [600, 1215, 754, 1280]
- kundapra-col-2: [348, 888, 484, 1134]
- brief-1-headline: ಹೆರಾಯಿನ್ ಮಾರಾಟ: ನಾಲ್ವರ ಬಂಧನ: [22, 409, 184, 424]
- photo-tag: ಜಲ ವೈಭವ: [434, 64, 516, 79]
- lead-col-2: [358, 522, 498, 704]
- brief-2-headline: ಡ್ರಗ್ಸ್ ಮಾರಾಟ: ಐವರ ಸೆರೆ: [18, 588, 188, 612]
- story-reservation-dateline: ಮೈಸೂರು:: [686, 88, 717, 98]
- book-edition: ಮೊದಲ ಮುದ್ರಣ: 2025: [172, 1314, 236, 1323]
- divider: [677, 64, 678, 350]
- book-title: ಚಿತ್ರಕಾರನ ಬೆರಳು: [180, 1282, 228, 1292]
- book-contact: ಸಂಪರ್ಕ: 080-26617100 / 9019190502: [163, 1335, 245, 1355]
- divider: [287, 64, 288, 350]
- story-central-injustice-body: [804, 398, 927, 706]
- author-photo-dk: [804, 400, 846, 458]
- story-bapuji-p2: ಗ್ರಾಮೀಣ ಜನರು ಸರ್ಕಾರಿ ಸೇವೆಗಳಿಗಾಗಿ ತಾಲೂಕು ಕೇಂದ್ರ ಅಥವಾ ಜಿಲ್ಲಾ ಕೇಂದ್ರಗಳಿಗೆ ಅಲೆಯುವುದನ್ನು ತಪ್ಪಿಸಲು ಈ ಕ್ರಮ ಕೈಗೊಳ್ಳಲಾಗಿದೆ. ಕಂದಾಯ, ಸಾರಿಗೆ, ಆರೋಗ್ಯ, ಶಿಕ್ಷಣ ಇಲಾಖೆಗಳ ಸೇವೆಗಳು ಸೇವಾ ಕೇಂದ್ರಗಳಲ್ಲೇ ಲಭ್ಯವಾಗಲಿವೆ. ಸೇವಾ ಸಿಂಧು ಪೋರ್ಟಲ್ ಮೂಲಕ ಅರ್ಜಿ ಸಲ್ಲಿಸಬಹುದು.: [498, 814, 636, 893]
- divider: [18, 354, 927, 355]
- brief-news-header: [18, 360, 188, 404]
- story-airlift-dateline: ಶಿವಮೊಗ್ಗ:: [498, 958, 529, 968]
- lead-p2: ಕರ್ನಾಟಕ ರಾಜ್ಯ ಖಾಸಗಿ ಶಾಲಾ ಆಡಳಿತ ಮಂಡಳಿಗಳ ಒಕ್ಕೂಟ ಹಾಗೂ ಆಳ್ವಾಸ್ ಶಿಕ್ಷಣ ಪ್ರತಿಷ್ಠಾನದ ಸಹಯೋಗದಲ್ಲಿ ಆಯೋಜಿಸಿದ್ದ ರಾಜ್ಯಮಟ್ಟದ ಶಿಕ್ಷಕರ ಸಮಾವೇಶ ಹಾಗೂ ಅತ್ಯುತ್ತಮ ಶಿಕ್ಷಕ ಪ್ರಶಸ್ತಿ ಪ್ರದಾನ ಸಮಾರಂಭ ಉದ್ಘಾಟಿಸಿ ಮಾತನಾಡಿದರು.: [202, 499, 350, 555]
- lead-kicker: ಗುರು-ಶಿಷ್ಯರ ಸಂಬಂಧ ಗಟ್ಟಿಯಾಗಬೇಕು: ಥಾವರ್‌ಚಂದ್ ಗೆಹಲೋತ್: [202, 361, 563, 380]
- airlift-col-2: [644, 958, 780, 1136]
- book-author: ಲೇ: ರಜನಿ ನರಹಳ್ಳಿ: [280, 1293, 324, 1302]
- brief-3-text: ವಿದ್ಯಾರ್ಥಿನಿಗೆ ಹಿಜಾಬ್ ಧರಿಸುವಂತೆ ಒತ್ತಾಯಿಸಿದ ಆರೋಪದ ಮೇಲೆ ಕಾಲೇಜಿನ ಪ್ರೊಫೆಸರ್ ವಿರುದ್ಧ ಪೊಲೀಸ್ ಠಾಣೆಯಲ್ಲಿ ದೂರು ದಾಖಲಾಗಿದೆ. ವಿದ್ಯಾರ್ಥಿನಿಯ ಪೋಷಕರು ನೀಡಿದ ದೂರಿನ ಆಧಾರದ ಮೇಲೆ ಪ್ರಕರಣ ದಾಖಲಿಸಿಕೊಂಡಿರುವ ಪೊಲೀಸರು ತನಿಖೆ ಆರಂಭಿಸಿದ್ದಾರೆ. ವಿವಿಧ ಸಂಘಟನೆಗಳು ಘಟನೆಯನ್ನು ಖಂಡಿಸಿವೆ ಹಾಗೂ ಕ್ರಮಕ್ಕೆ ಆಗ್ರಹಿಸಿವೆ.: [18, 881, 188, 946]
- book-author: ಲೇ: ಕುಸುಮಾ ಆಯರಹಳ್ಳಿ: [377, 1293, 439, 1302]
- book-title: ಲಕ್ಷದ ಸೈಕಲ್ ಪುರಾಣ ಮತ್ತು ಇತರ ಕಥೆಗಳು: [66, 1282, 146, 1303]
- paper-name: ಹೊಸ ದಿಗಂತ: [726, 10, 824, 36]
- book-title: ನಿಮ್ಮ ಬದುಕು ಬದಲಿಸಬಲ್ಲ ವ್ಯಕ್ತಿತ್ವ ಪರಿವರ್ತನೆ: [474, 1282, 570, 1303]
- book-cover: [262, 1170, 342, 1278]
- book-author: ಲೇ: ಶಾಂತಿ ಕೆ. ಅಪ್ಪಣ್ಣ: [178, 1293, 230, 1302]
- book-card: [158, 1170, 250, 1356]
- corruption-col-2: [762, 1172, 927, 1414]
- divider: [594, 1146, 595, 1416]
- book-price: ಪುಟ: 112, ರೂ. 150: [271, 1324, 333, 1334]
- lead-p1: ಸದೃಢ ರಾಷ್ಟ್ರ ನಿರ್ಮಾಣದ ಮಹತ್ತರ ಜವಾಬ್ದಾರಿ ಶಿಕ್ಷಕರ ಮೇಲಿದೆ. ಗುರು-ಶಿಷ್ಯರ ಸಂಬಂಧ ಗಟ್ಟಿಯಾಗಬೇಕು. ಶಿಕ್ಷಕರು ವಿದ್ಯಾರ್ಥಿಗಳಲ್ಲಿ ಸಂಸ್ಕಾರ, ಶಿಸ್ತು ಹಾಗೂ ರಾಷ್ಟ್ರಪ್ರೇಮ ಬೆಳೆಸಬೇಕು ಎಂದು ರಾಜ್ಯಪಾಲ ಥಾವರ್‌ಚಂದ್ ಗೆಹಲೋತ್ ಹೇಳಿದರು.: [202, 442, 350, 498]
- book-cover: [368, 1170, 448, 1278]
- print-registration-marks: [330, 1422, 390, 1430]
- sidebar-box: [654, 444, 790, 702]
- author-photo-minister: [644, 746, 704, 812]
- book-cover-title: ಲಕ್ಷದ ಸೈಕಲ್ ಪುರಾಣ: [82, 1261, 132, 1269]
- masthead-rule: [18, 58, 927, 60]
- sidebar-box-title: ಸ್ವಾಭಿಮಾನಿ ಸಮಾಜ ಇಂದಿನ ಅನಿವಾರ್ಯ: ಪಿ.ಎಸ್. ಪ್ರಕಾಶ್: [655, 445, 789, 479]
- book-cover-title: ಸರಹದ್ದು: [287, 1251, 319, 1264]
